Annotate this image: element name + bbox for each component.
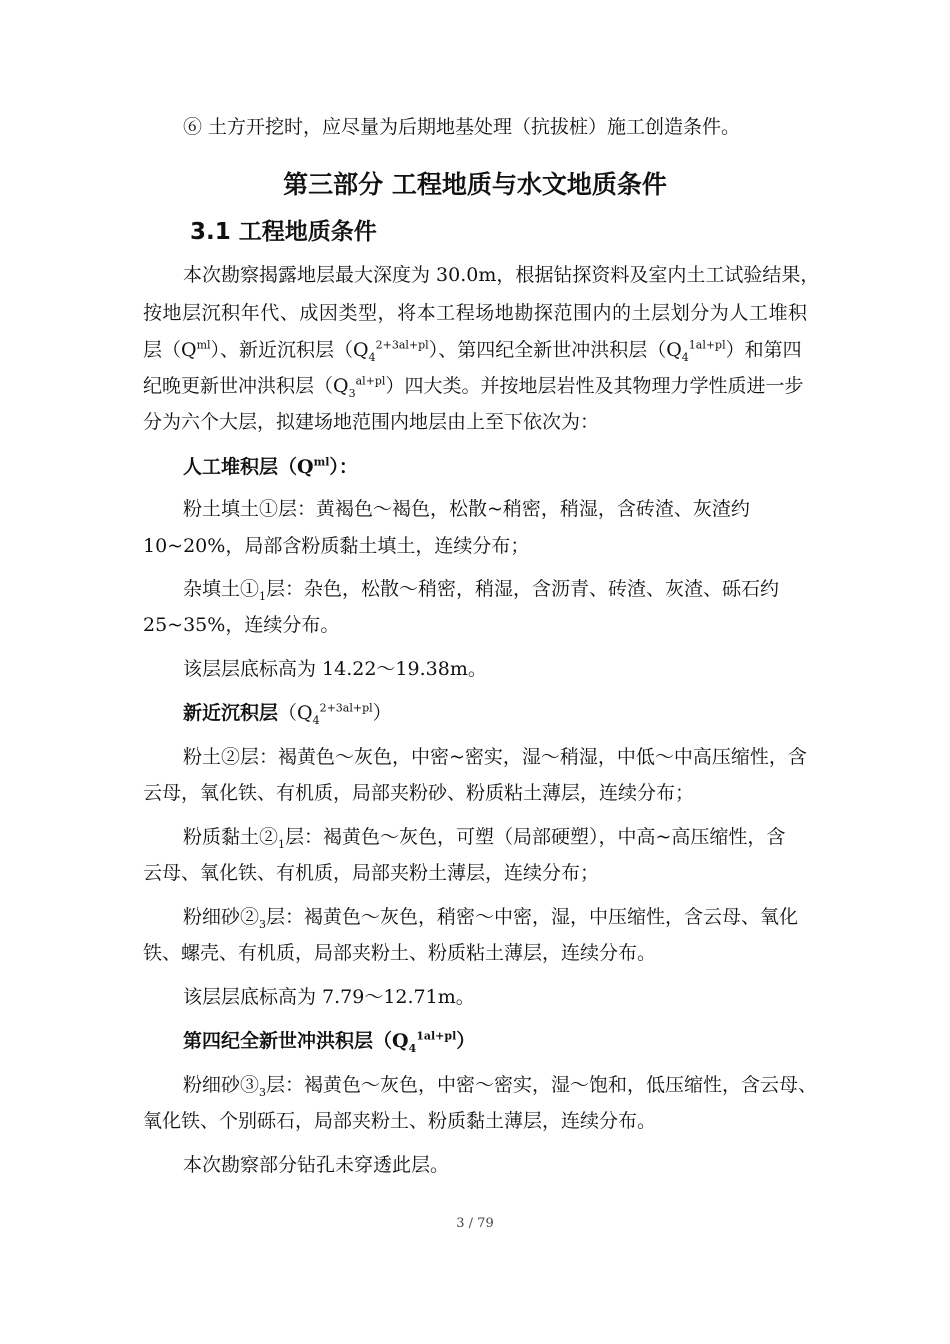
misc-fill-line2: 25~35%，连续分布。 — [143, 614, 340, 636]
artificial-layer-heading: 人工堆积层$(Q^{ml})$： — [183, 455, 358, 478]
para1-line4: 纪晚更新世冲洪积层$(Q_3^{al+pl})$四大类。并按地层岩性及其物理力学性质进一步 — [143, 374, 804, 400]
page-number: 3 / 79 — [456, 1216, 494, 1231]
holocene-layer-heading: 第四纪全新世冲洪积层$(Q_4^{1al+pl})$ — [183, 1029, 476, 1055]
fine-sand-2-3-line2: 铁、螺壳、有机质，局部夹粉土、粉质粘土薄层，连续分布。 — [143, 942, 657, 964]
para1-line3: 层$(Q^{ml})$、新近沉积层$(Q_4^{2+3al+pl})$、第四纪全新世冲洪积层$(Q_4^{1al+pl})$和第四 — [143, 338, 802, 364]
silty-clay-2-1-line1: 粉质黏土$②_1$层：褐黄色～灰色，可塑（局部硬塑），中高~高压缩性，含 — [183, 826, 786, 851]
silt-2-line2: 云母，氧化铁、有机质，局部夹粉砂、粉质粘土薄层，连续分布； — [143, 782, 695, 804]
silt-fill-line1: 粉土填土①层：黄褐色～褐色，松散~稍密，稍湿，含砖渣、灰渣约 — [183, 498, 750, 520]
recent-layer-heading: 新近沉积层$(Q_4^{2+3al+pl})$ — [183, 701, 392, 727]
artificial-bottom-elevation: 该层层底标高为 14.22～19.38m。 — [183, 658, 487, 680]
part-title: 第三部分 工程地质与水文地质条件 — [283, 170, 667, 199]
silt-fill-line2: 10~20%，局部含粉质黏土填土，连续分布； — [143, 535, 530, 557]
para1-line2: 按地层沉积年代、成因类型，将本工程场地勘探范围内的土层划分为人工堆积 — [143, 302, 807, 324]
misc-fill-line1: 杂填土$①_1$层：杂色，松散～稍密，稍湿，含沥青、砖渣、灰渣、砾石约 — [183, 578, 780, 603]
para1-line5: 分为六个大层，拟建场地范围内地层由上至下依次为： — [143, 411, 600, 433]
para1-line1: 本次勘察揭露地层最大深度为 30.0m，根据钻探资料及室内土工试验结果， — [183, 264, 820, 286]
holocene-note: 本次勘察部分钻孔未穿透此层。 — [183, 1154, 450, 1176]
fine-sand-3-3-line1: 粉细砂$③_3$层：褐黄色～灰色，中密～密实，湿～饱和，低压缩性，含云母、 — [183, 1074, 818, 1099]
silt-2-line1: 粉土②层：褐黄色～灰色，中密~密实，湿～稍湿，中低～中高压缩性，含 — [183, 746, 807, 768]
fine-sand-2-3-line1: 粉细砂$②_3$层：褐黄色～灰色，稍密～中密，湿，中压缩性，含云母、氧化 — [183, 906, 799, 931]
silty-clay-2-1-line2: 云母、氧化铁、有机质，局部夹粉土薄层，连续分布； — [143, 862, 600, 884]
recent-bottom-elevation: 该层层底标高为 7.79～12.71m。 — [183, 986, 475, 1008]
fine-sand-3-3-line2: 氧化铁、个别砾石，局部夹粉土、粉质黏土薄层，连续分布。 — [143, 1110, 657, 1132]
intro-item-6: ⑥ 土方开挖时，应尽量为后期地基处理（抗拔桩）施工创造条件。 — [183, 116, 741, 138]
section-title: 3.1 工程地质条件 — [190, 219, 377, 245]
